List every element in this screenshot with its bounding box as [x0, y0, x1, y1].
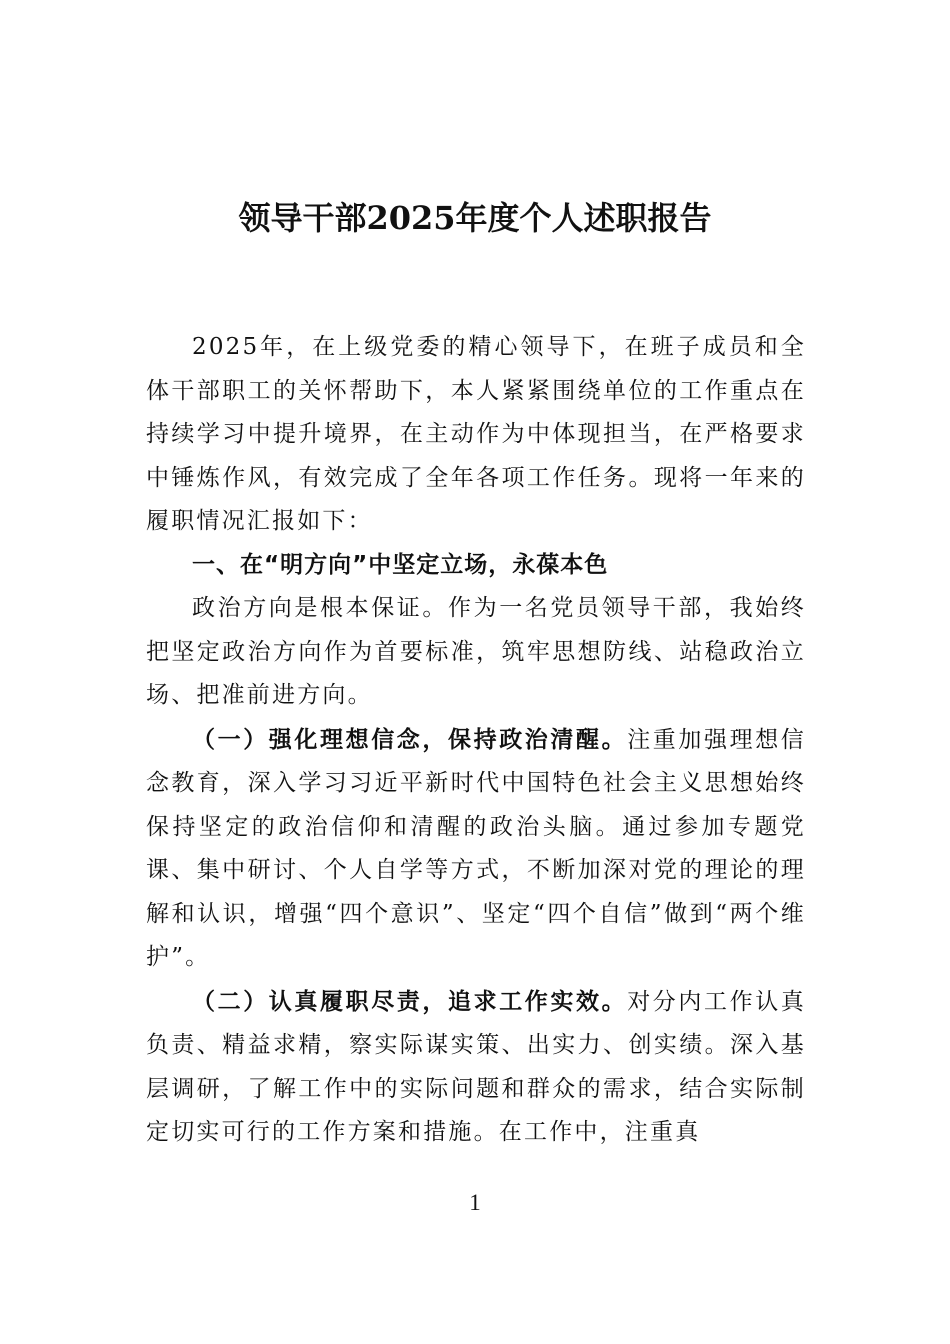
subsection-1-text: 注重加强理想信念教育，深入学习习近平新时代中国特色社会主义思想始终保持坚定的政治信仰和清醒的政治头脑。通过参加专题党课、集中研讨、个人自学等方式，不断加深对党的理论的理解和认识，增强“四个意识”、坚定“四个自信”做到“两个维护”。 — [146, 726, 807, 970]
subsection-1-paragraph — [146, 718, 806, 980]
page-number: 1 — [469, 1190, 481, 1215]
subsection-2-text: 对分内工作认真负责、精益求精，察实际谋实策、出实力、创实绩。深入基层调研，了解工作中的实际问题和群众的需求，结合实际制定切实可行的工作方案和措施。在工作中，注重真 — [146, 988, 807, 1145]
subsection-2-lead: （二）认真履职尽责，追求工作实效。 — [192, 987, 628, 1015]
section-heading-1: 一、在“明方向”中坚定立场，永葆本色 — [192, 551, 609, 578]
document-body — [146, 326, 806, 1155]
subsection-1-lead: （一）强化理想信念，保持政治清醒。 — [192, 725, 628, 753]
section-1-paragraph: 政治方向是根本保证。作为一名党员领导干部，我始终把坚定政治方向作为首要标准，筑牢思想防线、站稳政治立场、把准前进方向。 — [146, 595, 806, 708]
intro-paragraph: 2025年，在上级党委的精心领导下，在班子成员和全体干部职工的关怀帮助下，本人紧紧围绕单位的工作重点在持续学习中提升境界，在主动作为中体现担当，在严格要求中锤炼作风，有效完成了全年各项工作任务。现将一年来的履职情况汇报如下： — [146, 334, 806, 534]
subsection-2-paragraph — [146, 980, 806, 1155]
document-title: 领导干部2025年度个人述职报告 — [238, 199, 712, 237]
